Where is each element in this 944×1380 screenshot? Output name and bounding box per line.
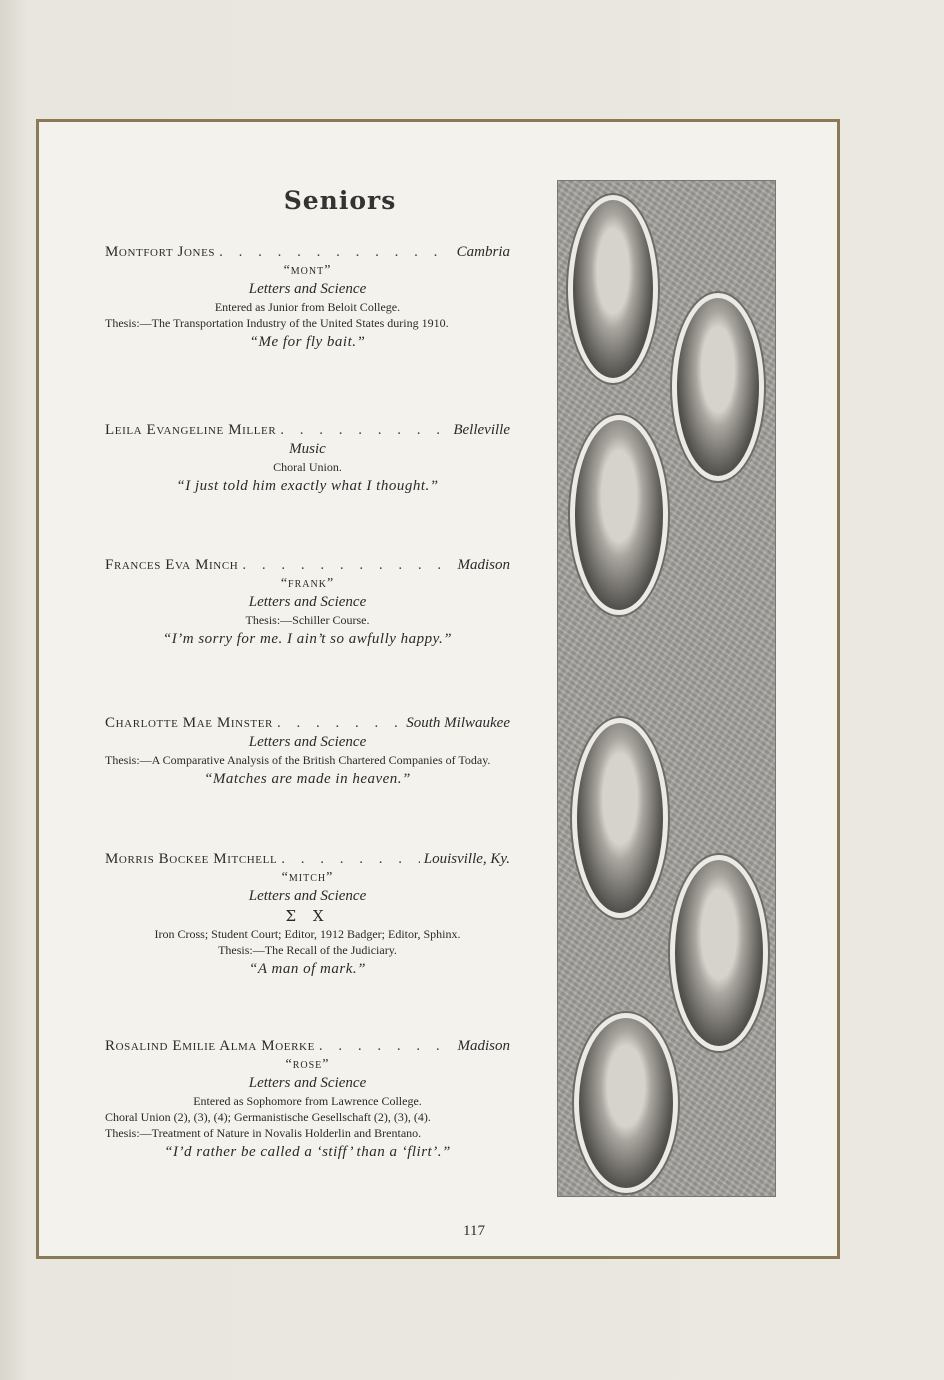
portrait-photo	[572, 1011, 680, 1195]
senior-quote: “I’d rather be called a ‘stiff’ than a ‘flirt’.”	[164, 1144, 451, 1160]
portrait-photo	[670, 291, 766, 483]
senior-entry	[105, 244, 510, 351]
senior-town: South Milwaukee	[406, 715, 510, 731]
senior-name: Rosalind Emilie Alma Moerke	[105, 1038, 315, 1054]
leader-dots	[277, 715, 402, 732]
senior-nickname: “mont”	[283, 263, 332, 278]
leader-dots	[281, 851, 419, 868]
senior-detail: Entered as Sophomore from Lawrence College.	[193, 1094, 422, 1108]
portrait-photo	[566, 193, 660, 385]
senior-course: Letters and Science	[248, 734, 367, 750]
senior-town: Madison	[457, 1038, 510, 1054]
senior-quote: “Me for fly bait.”	[249, 334, 366, 350]
senior-detail: Iron Cross; Student Court; Editor, 1912 Badger; Editor, Sphinx.	[154, 927, 461, 941]
senior-nickname: “frank”	[280, 576, 335, 591]
senior-entry	[105, 422, 510, 495]
portrait-strip	[557, 180, 776, 1197]
senior-thesis: Thesis:—A Comparative Analysis of the British Chartered Companies of Today.	[105, 753, 491, 767]
senior-thesis: Thesis:—Treatment of Nature in Novalis Holderlin and Brentano.	[105, 1126, 422, 1140]
senior-entry	[105, 557, 510, 648]
senior-quote: “I’m sorry for me. I ain’t so awfully happy.”	[162, 631, 453, 647]
page-border	[36, 119, 840, 1259]
senior-course: Letters and Science	[248, 1075, 367, 1091]
senior-entry	[105, 715, 510, 788]
senior-course: Letters and Science	[248, 888, 367, 904]
leader-dots	[319, 1038, 454, 1055]
senior-detail: Choral Union.	[273, 460, 342, 474]
senior-name: Leila Evangeline Miller	[105, 422, 277, 438]
fraternity-letters: Σ X	[285, 907, 330, 925]
section-title: Seniors	[283, 186, 397, 215]
senior-town: Belleville	[453, 422, 510, 438]
senior-name: Montfort Jones	[105, 244, 216, 260]
senior-course: Letters and Science	[248, 594, 367, 610]
senior-detail: Choral Union (2), (3), (4); Germanistische Gesellschaft (2), (3), (4).	[105, 1110, 431, 1124]
leader-dots	[219, 244, 453, 261]
portrait-photo	[570, 716, 670, 920]
senior-detail: Thesis:—Schiller Course.	[245, 613, 370, 627]
senior-town: Cambria	[456, 244, 510, 260]
senior-entry	[105, 1038, 510, 1161]
senior-name: Morris Bockee Mitchell	[105, 851, 278, 867]
portrait-photo	[668, 853, 770, 1053]
senior-nickname: “rose”	[285, 1057, 330, 1072]
leader-dots	[242, 557, 453, 574]
senior-quote: “Matches are made in heaven.”	[204, 771, 411, 787]
senior-detail: Entered as Junior from Beloit College.	[214, 300, 401, 314]
senior-course: Music	[289, 441, 326, 457]
senior-town: Louisville, Ky.	[423, 851, 510, 867]
leader-dots	[280, 422, 449, 439]
senior-nickname: “mitch”	[281, 870, 334, 885]
portrait-photo	[568, 413, 670, 617]
senior-quote: “I just told him exactly what I thought.”	[176, 478, 439, 494]
senior-town: Madison	[457, 557, 510, 573]
senior-thesis: Thesis:—The Recall of the Judiciary.	[218, 943, 397, 957]
senior-entry	[105, 851, 510, 978]
senior-name: Frances Eva Minch	[105, 557, 239, 573]
senior-quote: “A man of mark.”	[249, 961, 366, 977]
senior-thesis: Thesis:—The Transportation Industry of the United States during 1910.	[105, 316, 449, 330]
page-number: 117	[463, 1223, 485, 1239]
senior-name: Charlotte Mae Minster	[105, 715, 273, 731]
senior-course: Letters and Science	[248, 281, 367, 297]
